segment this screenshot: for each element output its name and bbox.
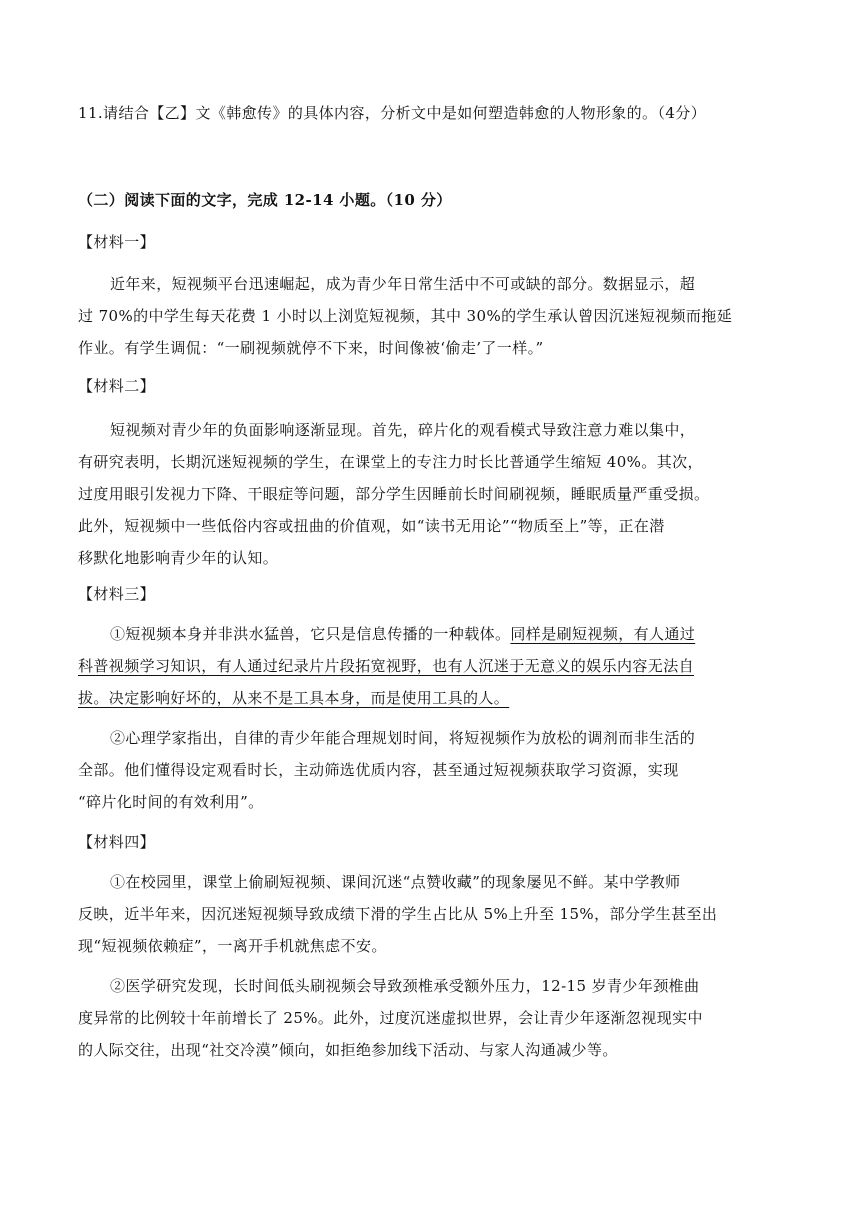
material-1-line: 近年来，短视频平台迅速崛起，成为青少年日常生活中不可或缺的部分。数据显示，超 xyxy=(110,275,696,293)
material-2-line: 有研究表明，长期沉迷短视频的学生，在课堂上的专注力时长比普通学生缩短 40%。其次， xyxy=(78,453,703,471)
material-2-title: 【材料二】 xyxy=(78,377,156,395)
material-3-underlined-line: 科普视频学习知识，有人通过纪录片片段拓宽视野，也有人沉迷于无意义的娱乐内容无法自 xyxy=(78,657,695,675)
material-2-line: 此外，短视频中一些低俗内容或扭曲的价值观，如“读书无用论”“物质至上”等，正在潜 xyxy=(78,517,665,535)
material-4-p2-line: ②医学研究发现，长时间低头刷视频会导致颈椎承受额外压力，12-15 岁青少年颈椎曲 xyxy=(110,977,700,995)
question-11: 11.请结合【乙】文《韩愈传》的具体内容，分析文中是如何塑造韩愈的人物形象的。（4分） xyxy=(78,104,707,122)
section-two-heading: （二）阅读下面的文字，完成 12-14 小题。（10 分） xyxy=(78,191,452,209)
material-2-line: 移默化地影响青少年的认知。 xyxy=(78,549,279,567)
material-3-p1-line xyxy=(110,624,695,644)
material-3-title: 【材料三】 xyxy=(78,585,156,603)
material-3-underlined-line: 拔。决定影响好坏的，从来不是工具本身，而是使用工具的人。 xyxy=(78,689,510,707)
material-3-p2-line: 全部。他们懂得设定观看时长，主动筛选优质内容，甚至通过短视频获取学习资源，实现 xyxy=(78,761,679,779)
material-4-p2-line: 的人际交往，出现“社交冷漠”倾向，如拒绝参加线下活动、与家人沟通减少等。 xyxy=(78,1041,618,1059)
material-4-title: 【材料四】 xyxy=(78,833,156,851)
material-3-p1-plain-text: ①短视频本身并非洪水猛兽，它只是信息传播的一种载体。 xyxy=(110,625,511,643)
material-3-p2-line: “碎片化时间的有效利用”。 xyxy=(78,793,264,811)
material-1-line: 过 70%的中学生每天花费 1 小时以上浏览短视频，其中 30%的学生承认曾因沉迷短视频而拖延 xyxy=(78,307,733,325)
material-4-p1-line: 现“短视频依赖症”，一离开手机就焦虑不安。 xyxy=(78,937,387,955)
material-3-underlined-text: 同样是刷短视频，有人通过 xyxy=(510,625,696,643)
material-4-p2-line: 度异常的比例较十年前增长了 25%。此外，过度沉迷虚拟世界，会让青少年逐渐忽视现实中 xyxy=(78,1009,703,1027)
material-4-p1-line: ①在校园里，课堂上偷刷短视频、课间沉迷“点赞收藏”的现象屡见不鲜。某中学教师 xyxy=(110,873,681,891)
material-2-line: 短视频对青少年的负面影响逐渐显现。首先，碎片化的观看模式导致注意力难以集中， xyxy=(110,421,696,439)
material-1-line: 作业。有学生调侃：“一刷视频就停不下来，时间像被‘偷走’了一样。” xyxy=(78,339,544,357)
material-3-p2-line: ②心理学家指出，自律的青少年能合理规划时间，将短视频作为放松的调剂而非生活的 xyxy=(110,729,696,747)
material-1-title: 【材料一】 xyxy=(78,233,156,251)
material-2-line: 过度用眼引发视力下降、干眼症等问题，部分学生因睡前长时间刷视频，睡眠质量严重受损。 xyxy=(78,485,710,503)
material-4-p1-line: 反映，近半年来，因沉迷短视频导致成绩下滑的学生占比从 5%上升至 15%，部分学生甚至出 xyxy=(78,905,718,923)
